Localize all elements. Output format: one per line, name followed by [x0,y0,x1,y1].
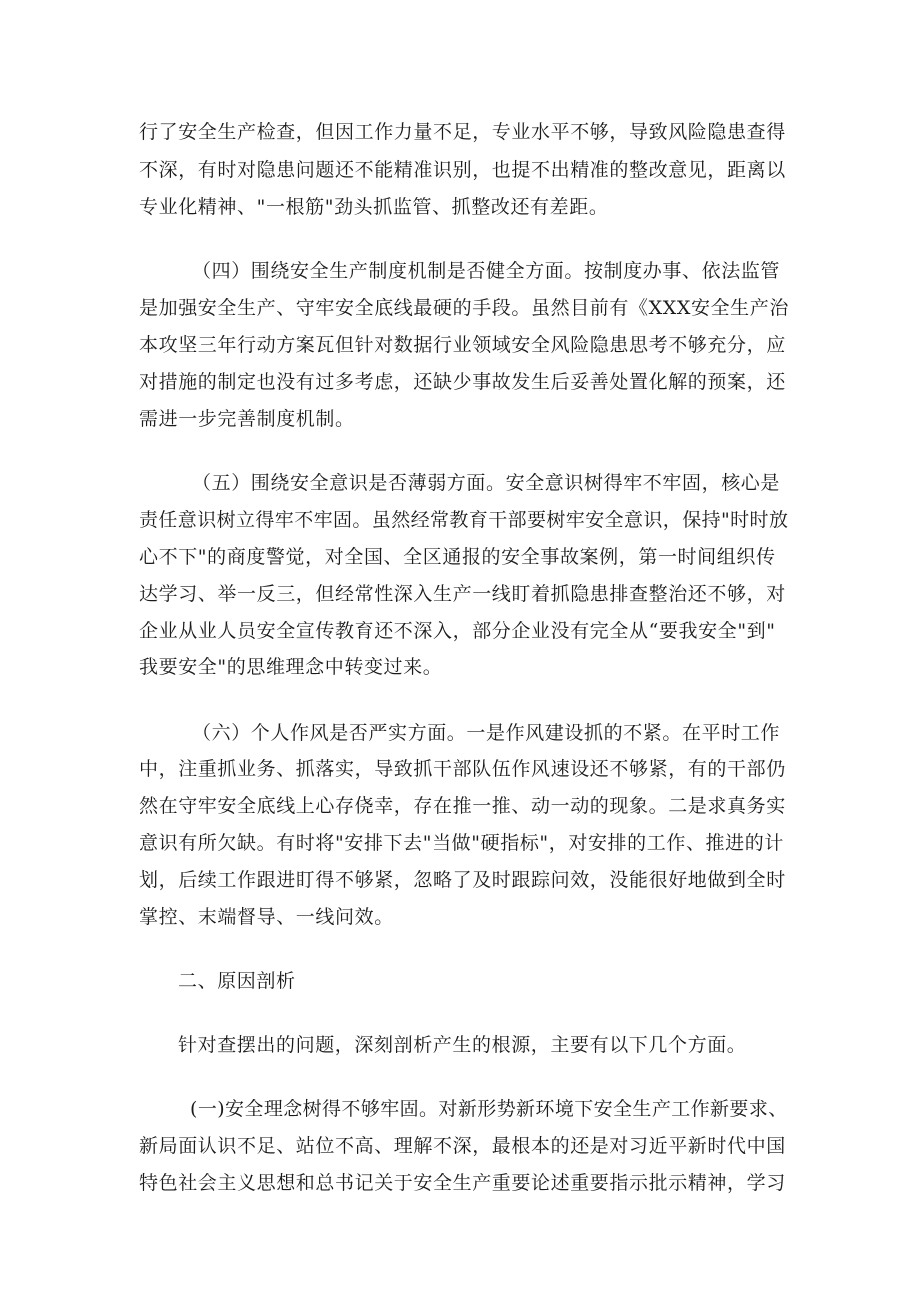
text-line: 中，注重抓业务、抓落实，导致抓干部队伍作风速设还不够紧，有的干部仍 [139,758,786,780]
paragraph-heading-2-1: (一)安全理念树得不够牢固。对新形势新环境下安全生产工作新要求、 [190,1098,788,1120]
text-line: 意识有所欠缺。有时将"安排下去"当做"硬指标"，对安排的工作、推进的计 [139,832,784,854]
text-line: 是加强安全生产、守牢安全底线最硬的手段。虽然目前有《XXX安全生产治 [139,297,789,319]
section-intro: 针对查摆出的问题，深刻剖析产生的根源，主要有以下几个方面。 [178,1034,747,1056]
text-line: 掌控、末端督导、一线问效。 [139,906,394,928]
text-line: 达学习、举一反三，但经常性深入生产一线盯着抓隐患排查整治还不够，对 [139,583,786,605]
text-line: 我要安全"的思维理念中转变过来。 [139,656,443,678]
text-line: 责任意识树立得牢不牢固。虽然经常教育干部要树牢安全意识，保持"时时放 [139,509,789,531]
section-heading: 二、原因剖析 [178,970,296,992]
text-line: 企业从业人员安全宣传教育还不深入，部分企业没有完全从“要我安全"到" [139,620,776,642]
paragraph-heading-6: （六）个人作风是否严实方面。一是作风建设抓的不紧。在平时工作 [192,722,781,744]
text-line: 特色社会主义思想和总书记关于安全生产重要论述重要指示批示精神，学习 [139,1172,786,1194]
text-line: 本攻坚三年行动方案瓦但针对数据行业领域安全风险隐患思考不够充分，应 [139,334,786,356]
text-line: 然在守牢安全底线上心存侥幸，存在推一推、动一动的现象。二是求真务实 [139,795,786,817]
paragraph-heading-4: （四）围绕安全生产制度机制是否健全方面。按制度办事、依法监管 [192,260,781,282]
text-line: 新局面认识不足、站位不高、理解不深，最根本的还是对习近平新时代中国 [139,1135,786,1157]
text-line: 划，后续工作跟进盯得不够紧，忽略了及时跟踪问效，没能很好地做到全时 [139,869,786,891]
paragraph-heading-5: （五）围绕安全意识是否薄弱方面。安全意识树得牢不牢固，核心是 [192,472,781,494]
text-line: 需进一步完善制度机制。 [139,408,355,430]
text-line: 专业化精神、"一根筋"劲头抓监管、抓整改还有差距。 [139,196,609,218]
text-line: 对措施的制定也没有过多考虑，还缺少事故发生后妥善处置化解的预案，还 [139,371,786,393]
text-line: 心不下"的商度警觉，对全国、全区通报的安全事故案例，第一时间组织传 [139,546,776,568]
text-line: 行了安全生产检查，但因工作力量不足，专业水平不够，导致风险隐患查得 [139,121,786,143]
text-line: 不深，有时对隐患问题还不能精准识别，也提不出精准的整改意见，距离以 [139,159,786,181]
